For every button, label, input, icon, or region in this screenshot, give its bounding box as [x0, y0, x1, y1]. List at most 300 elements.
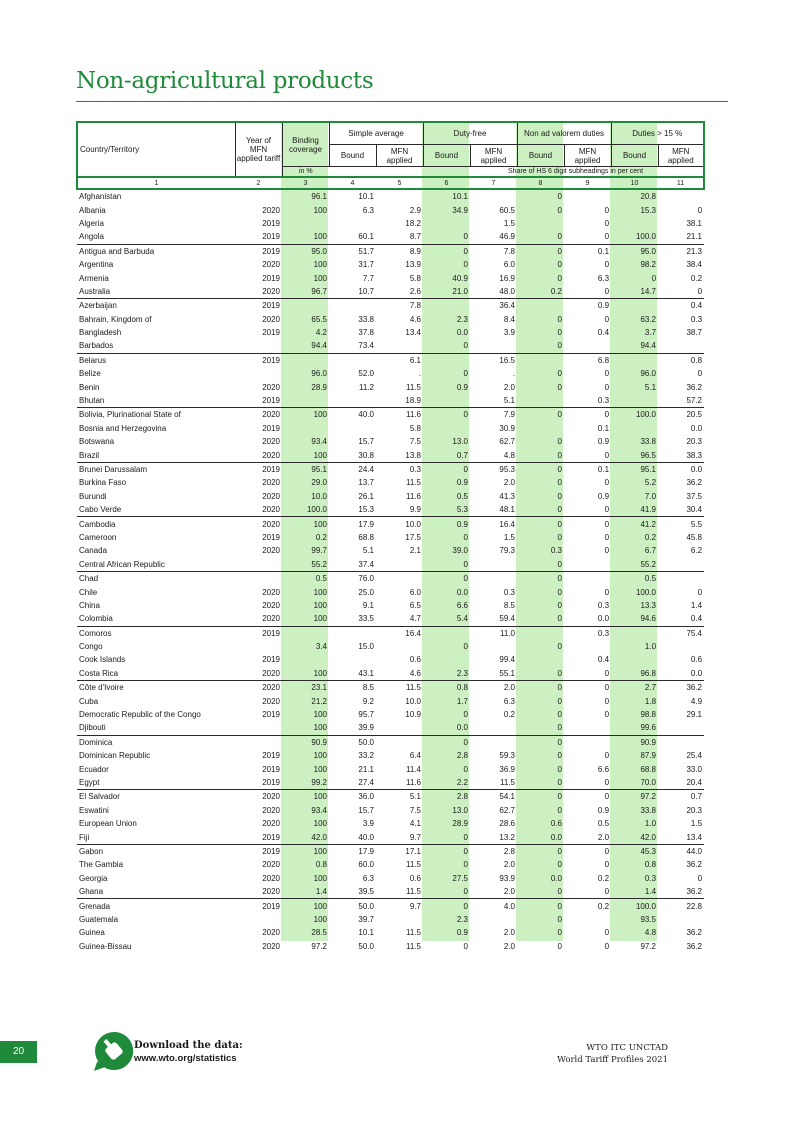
- page-number: 20: [0, 1041, 37, 1063]
- value-cell: 23.1: [282, 681, 329, 695]
- value-cell: 43.1: [358, 668, 374, 678]
- value-cell: 93.4: [311, 437, 327, 447]
- value-cell: 100.0: [635, 232, 657, 242]
- value-cell: 5.8: [409, 273, 421, 283]
- value-cell: 21.2: [311, 696, 327, 706]
- value-cell: 0.9: [456, 478, 468, 488]
- value-cell: 11.5: [500, 777, 515, 787]
- value-cell: 40.0: [358, 832, 374, 842]
- table-row: [77, 271, 704, 284]
- value-cell: 0: [557, 860, 562, 870]
- value-cell: 79.3: [499, 546, 515, 556]
- value-cell: 2.0: [597, 832, 610, 842]
- value-cell: 0: [604, 450, 610, 460]
- value-cell: [376, 721, 423, 735]
- value-cell: 0: [423, 408, 470, 422]
- value-cell: 38.3: [686, 450, 703, 460]
- value-cell: 21.3: [658, 244, 704, 258]
- value-cell: 6.8: [564, 353, 611, 367]
- value-cell: 100: [282, 844, 329, 858]
- value-cell: 96.0: [640, 369, 657, 379]
- value-cell: 0: [697, 286, 703, 296]
- country-cell: Colombia: [79, 614, 113, 624]
- value-cell: 0.5: [611, 571, 658, 585]
- value-cell: 5.2: [644, 478, 657, 488]
- value-cell: 100: [313, 723, 327, 733]
- value-cell: 2020: [262, 546, 280, 556]
- country-cell: Dominica: [77, 735, 235, 749]
- value-cell: 0.2: [564, 899, 611, 913]
- value-cell: 0: [463, 887, 468, 897]
- table-row: [77, 313, 704, 326]
- country-cell: Argentina: [79, 260, 114, 270]
- value-cell: [658, 339, 704, 353]
- title-divider: [76, 101, 728, 102]
- value-cell: 96.0: [311, 369, 327, 379]
- value-cell: [235, 339, 282, 353]
- value-cell: 0: [604, 382, 610, 392]
- country-cell: Belarus: [77, 353, 235, 367]
- value-cell: 11.2: [359, 382, 374, 392]
- value-cell: 0: [557, 232, 562, 242]
- country-cell: Democratic Republic of the Congo: [79, 710, 201, 720]
- table-row: [77, 762, 704, 775]
- table-row: [77, 299, 704, 313]
- table-row: [77, 531, 704, 544]
- value-cell: [517, 299, 564, 313]
- value-cell: 33.8: [640, 437, 657, 447]
- value-cell: [658, 721, 704, 735]
- table-row: [77, 422, 704, 435]
- subheader-mfn-applied: MFN applied: [470, 145, 517, 167]
- value-cell: [329, 422, 376, 435]
- table-row: [77, 367, 704, 380]
- value-cell: 11.5: [406, 860, 421, 870]
- column-number-row: [77, 177, 704, 189]
- value-cell: 7.7: [362, 273, 374, 283]
- value-cell: [423, 422, 470, 435]
- value-cell: 100: [313, 819, 327, 829]
- value-cell: 38.1: [686, 218, 703, 228]
- value-cell: 0: [463, 260, 468, 270]
- value-cell: [235, 721, 282, 735]
- value-cell: [470, 913, 517, 926]
- value-cell: 2020: [262, 314, 280, 324]
- value-cell: 21.0: [452, 286, 468, 296]
- value-cell: 0: [557, 491, 562, 501]
- value-cell: 10.1: [452, 192, 468, 202]
- value-cell: 50.0: [358, 941, 374, 951]
- value-cell: 0: [564, 517, 611, 531]
- value-cell: [235, 913, 282, 926]
- table-row: [77, 476, 704, 489]
- value-cell: 95.1: [611, 462, 658, 476]
- country-cell: European Union: [79, 819, 137, 829]
- value-cell: [329, 394, 376, 408]
- value-cell: 0: [517, 681, 564, 695]
- value-cell: 11.5: [406, 478, 421, 488]
- value-cell: 2.2: [456, 777, 468, 787]
- value-cell: 75.4: [658, 626, 704, 640]
- value-cell: 0: [604, 696, 610, 706]
- value-cell: 0.6: [409, 655, 421, 665]
- country-cell: Bahrain, Kingdom of: [79, 314, 152, 324]
- value-cell: 0: [517, 462, 564, 476]
- header-simple-average: Simple average: [329, 122, 423, 145]
- value-cell: 0: [604, 478, 610, 488]
- value-cell: 44.0: [658, 844, 704, 858]
- country-cell: Armenia: [79, 273, 109, 283]
- value-cell: 2019: [262, 328, 280, 338]
- value-cell: 18.9: [405, 396, 421, 406]
- value-cell: 2019: [262, 751, 280, 761]
- value-cell: 25.4: [686, 751, 703, 761]
- value-cell: 0.0: [550, 873, 562, 883]
- value-cell: 0.0: [550, 832, 562, 842]
- value-cell: 0: [463, 860, 468, 870]
- value-cell: [564, 735, 611, 749]
- page-title: Non-agricultural products: [76, 68, 374, 94]
- publication-line: World Tariff Profiles 2021: [557, 1055, 668, 1065]
- value-cell: 17.1: [376, 844, 423, 858]
- table-row: [77, 790, 704, 804]
- table-row: [77, 776, 704, 790]
- column-number: 7: [470, 177, 517, 189]
- value-cell: 100: [313, 260, 327, 270]
- table-row: [77, 599, 704, 612]
- value-cell: 0.3: [597, 600, 610, 610]
- subheader-mfn-applied: MFN applied: [564, 145, 611, 167]
- value-cell: 14.7: [640, 286, 657, 296]
- value-cell: 0: [463, 341, 468, 351]
- value-cell: 2020: [262, 873, 280, 883]
- value-cell: 28.6: [499, 819, 515, 829]
- value-cell: 2.6: [409, 286, 421, 296]
- value-cell: 42.0: [311, 832, 327, 842]
- value-cell: [329, 626, 376, 640]
- value-cell: 36.0: [329, 790, 376, 804]
- table-row: [77, 640, 704, 653]
- column-number: 2: [235, 177, 282, 189]
- value-cell: 2020: [262, 928, 280, 938]
- value-cell: 0: [557, 587, 562, 597]
- value-cell: 100: [313, 450, 327, 460]
- value-cell: 4.0: [470, 899, 517, 913]
- value-cell: 0: [604, 941, 610, 951]
- value-cell: 2020: [262, 478, 280, 488]
- table-row: [77, 612, 704, 626]
- value-cell: 2020: [262, 819, 280, 829]
- value-cell: 0: [557, 777, 562, 787]
- subheader-mfn-applied: MFN applied: [658, 145, 704, 167]
- value-cell: [611, 299, 658, 313]
- value-cell: 5.3: [456, 505, 468, 515]
- country-cell: Botswana: [79, 437, 115, 447]
- value-cell: [235, 735, 282, 749]
- value-cell: 2.1: [409, 546, 421, 556]
- value-cell: 2020: [235, 517, 282, 531]
- value-cell: 5.1: [376, 790, 423, 804]
- value-cell: 100.0: [306, 505, 327, 515]
- value-cell: 2.3: [456, 668, 468, 678]
- value-cell: 15.3: [640, 205, 657, 215]
- value-cell: 7.0: [644, 491, 657, 501]
- value-cell: 0: [604, 232, 610, 242]
- value-cell: 0: [423, 844, 470, 858]
- value-cell: 73.4: [358, 341, 374, 351]
- table-row: [77, 462, 704, 476]
- value-cell: 1.5: [503, 218, 515, 228]
- country-cell: Gabon: [77, 844, 235, 858]
- value-cell: [376, 189, 423, 203]
- value-cell: 1.4: [690, 600, 703, 610]
- value-cell: 1.4: [644, 887, 657, 897]
- value-cell: 100: [313, 600, 327, 610]
- value-cell: 21.1: [686, 232, 703, 242]
- table-row: [77, 694, 704, 707]
- value-cell: 1.5: [503, 532, 515, 542]
- table-row: [77, 189, 704, 203]
- table-row: [77, 844, 704, 858]
- value-cell: 62.7: [499, 805, 515, 815]
- value-cell: 6.3: [597, 273, 610, 283]
- value-cell: 0: [604, 205, 610, 215]
- value-cell: 5.8: [409, 423, 421, 433]
- value-cell: 2.0: [470, 681, 517, 695]
- value-cell: 0: [557, 751, 562, 761]
- download-title: Download the data:: [134, 1040, 243, 1051]
- value-cell: 100: [282, 517, 329, 531]
- value-cell: 0: [604, 587, 610, 597]
- value-cell: 0: [423, 899, 470, 913]
- value-cell: [423, 394, 470, 408]
- value-cell: 13.7: [358, 478, 374, 488]
- value-cell: 0.6: [690, 655, 703, 665]
- value-cell: 0: [557, 192, 562, 202]
- value-cell: 33.2: [358, 751, 374, 761]
- value-cell: 2.0: [503, 941, 515, 951]
- column-number: 9: [564, 177, 611, 189]
- value-cell: 7.8: [376, 299, 423, 313]
- value-cell: 2019: [262, 777, 280, 787]
- header-duties-over-15: Duties > 15 %: [611, 122, 704, 145]
- value-cell: 0.9: [423, 517, 470, 531]
- value-cell: 3.9: [362, 819, 374, 829]
- value-cell: 93.4: [311, 805, 327, 815]
- country-cell: Brunei Darussalam: [77, 462, 235, 476]
- value-cell: [517, 353, 564, 367]
- table-row: [77, 804, 704, 817]
- value-cell: 13.9: [405, 260, 421, 270]
- value-cell: [517, 394, 564, 408]
- value-cell: 60.1: [358, 232, 374, 242]
- value-cell: 0: [557, 437, 562, 447]
- country-cell: Costa Rica: [79, 668, 119, 678]
- subheader-bound: Bound: [329, 145, 376, 167]
- value-cell: 0.0: [456, 328, 468, 338]
- value-cell: [564, 558, 611, 572]
- value-cell: 2019: [262, 764, 280, 774]
- country-cell: Bolivia, Plurinational State of: [77, 408, 235, 422]
- value-cell: 0: [557, 341, 562, 351]
- country-cell: Barbados: [79, 341, 114, 351]
- value-cell: 0.9: [564, 299, 611, 313]
- country-cell: Bosnia and Herzegovina: [79, 423, 167, 433]
- value-cell: 7.5: [409, 805, 421, 815]
- value-cell: 0.3: [644, 873, 657, 883]
- value-cell: 10.0: [311, 491, 327, 501]
- value-cell: 2020: [262, 941, 280, 951]
- value-cell: 6.6: [456, 600, 468, 610]
- value-cell: 2020: [262, 260, 280, 270]
- value-cell: 13.4: [405, 328, 421, 338]
- value-cell: 94.6: [640, 614, 657, 624]
- value-cell: 0: [604, 710, 610, 720]
- download-url[interactable]: www.wto.org/statistics: [134, 1053, 237, 1064]
- value-cell: 2.0: [503, 382, 515, 392]
- country-cell: Egypt: [79, 777, 100, 787]
- value-cell: 0.8: [315, 860, 327, 870]
- value-cell: 0: [604, 218, 610, 228]
- value-cell: 0: [557, 205, 562, 215]
- value-cell: 7.5: [409, 437, 421, 447]
- value-cell: 0.2: [503, 710, 515, 720]
- value-cell: 0: [564, 844, 611, 858]
- table-row: [77, 285, 704, 299]
- column-number: 10: [611, 177, 658, 189]
- value-cell: 60.5: [499, 205, 515, 215]
- value-cell: 29.1: [686, 710, 703, 720]
- value-cell: 41.9: [640, 505, 657, 515]
- value-cell: 7.9: [470, 408, 517, 422]
- value-cell: [564, 640, 611, 653]
- value-cell: .: [418, 369, 421, 379]
- value-cell: 2.9: [409, 205, 421, 215]
- value-cell: 27.4: [358, 777, 374, 787]
- value-cell: 0: [604, 369, 610, 379]
- value-cell: 2020: [262, 286, 280, 296]
- table-row: [77, 339, 704, 353]
- country-cell: Afghanistan: [79, 192, 122, 202]
- value-cell: 0: [423, 244, 470, 258]
- value-cell: 2.0: [503, 860, 515, 870]
- value-cell: 1.4: [315, 887, 327, 897]
- value-cell: 33.5: [358, 614, 374, 624]
- value-cell: 96.5: [640, 450, 657, 460]
- value-cell: [329, 653, 376, 666]
- value-cell: 0: [557, 478, 562, 488]
- column-number: 6: [423, 177, 470, 189]
- value-cell: 13.2: [499, 832, 515, 842]
- value-cell: 15.7: [358, 437, 374, 447]
- value-cell: 9.7: [409, 832, 421, 842]
- value-cell: 13.4: [686, 832, 703, 842]
- value-cell: 37.4: [358, 559, 374, 569]
- value-cell: 2019: [235, 462, 282, 476]
- table-row: [77, 258, 704, 271]
- value-cell: 0: [564, 408, 611, 422]
- value-cell: 0: [463, 642, 468, 652]
- value-cell: [235, 189, 282, 203]
- country-cell: Cook Islands: [79, 655, 126, 665]
- value-cell: 0.5: [456, 491, 468, 501]
- value-cell: 9.9: [409, 505, 421, 515]
- header-country: Country/Territory: [77, 122, 235, 177]
- value-cell: [611, 217, 658, 230]
- value-cell: [376, 339, 423, 353]
- value-cell: 95.7: [358, 710, 374, 720]
- value-cell: 2020: [262, 491, 280, 501]
- table-row: [77, 394, 704, 408]
- value-cell: 0.9: [456, 382, 468, 392]
- value-cell: 94.4: [311, 341, 327, 351]
- value-cell: [517, 217, 564, 230]
- value-cell: 0: [557, 710, 562, 720]
- value-cell: 0.1: [564, 244, 611, 258]
- value-cell: 36.4: [470, 299, 517, 313]
- value-cell: 98.8: [640, 710, 657, 720]
- country-cell: Ghana: [79, 887, 104, 897]
- value-cell: 1.5: [690, 819, 703, 829]
- value-cell: 0.9: [456, 928, 468, 938]
- value-cell: 99.4: [499, 655, 515, 665]
- country-cell: Antigua and Barbuda: [77, 244, 235, 258]
- value-cell: 97.2: [640, 941, 657, 951]
- table-row: [77, 435, 704, 448]
- value-cell: 0: [463, 532, 468, 542]
- country-cell: Eswatini: [79, 805, 109, 815]
- table-row: [77, 926, 704, 939]
- value-cell: [282, 653, 329, 666]
- value-cell: 16.4: [376, 626, 423, 640]
- value-cell: 0: [557, 614, 562, 624]
- value-cell: [376, 735, 423, 749]
- value-cell: 96.7: [311, 286, 327, 296]
- value-cell: 94.4: [640, 341, 657, 351]
- value-cell: 2.8: [423, 790, 470, 804]
- value-cell: 2019: [235, 626, 282, 640]
- table-row: [77, 585, 704, 598]
- value-cell: [235, 558, 282, 572]
- value-cell: 2019: [262, 710, 280, 720]
- value-cell: 0: [604, 314, 610, 324]
- value-cell: 42.0: [640, 832, 657, 842]
- value-cell: 4.9: [690, 696, 703, 706]
- value-cell: 0: [463, 232, 468, 242]
- value-cell: 8.4: [503, 314, 515, 324]
- value-cell: 7.8: [470, 244, 517, 258]
- value-cell: [282, 422, 329, 435]
- value-cell: 15.0: [358, 642, 374, 652]
- value-cell: [470, 640, 517, 653]
- country-cell: Ecuador: [79, 764, 109, 774]
- value-cell: 2.0: [503, 928, 515, 938]
- value-cell: 0: [697, 205, 703, 215]
- value-cell: 63.2: [640, 314, 657, 324]
- table-row: [77, 503, 704, 517]
- value-cell: 0.3: [376, 462, 423, 476]
- table-row: [77, 448, 704, 462]
- value-cell: 11.6: [376, 408, 423, 422]
- table-row: [77, 380, 704, 393]
- value-cell: 9.7: [376, 899, 423, 913]
- value-cell: 36.2: [686, 928, 703, 938]
- table-row: [77, 749, 704, 762]
- value-cell: [282, 299, 329, 313]
- value-cell: 37.5: [686, 491, 703, 501]
- value-cell: 11.4: [406, 764, 421, 774]
- value-cell: [282, 394, 329, 408]
